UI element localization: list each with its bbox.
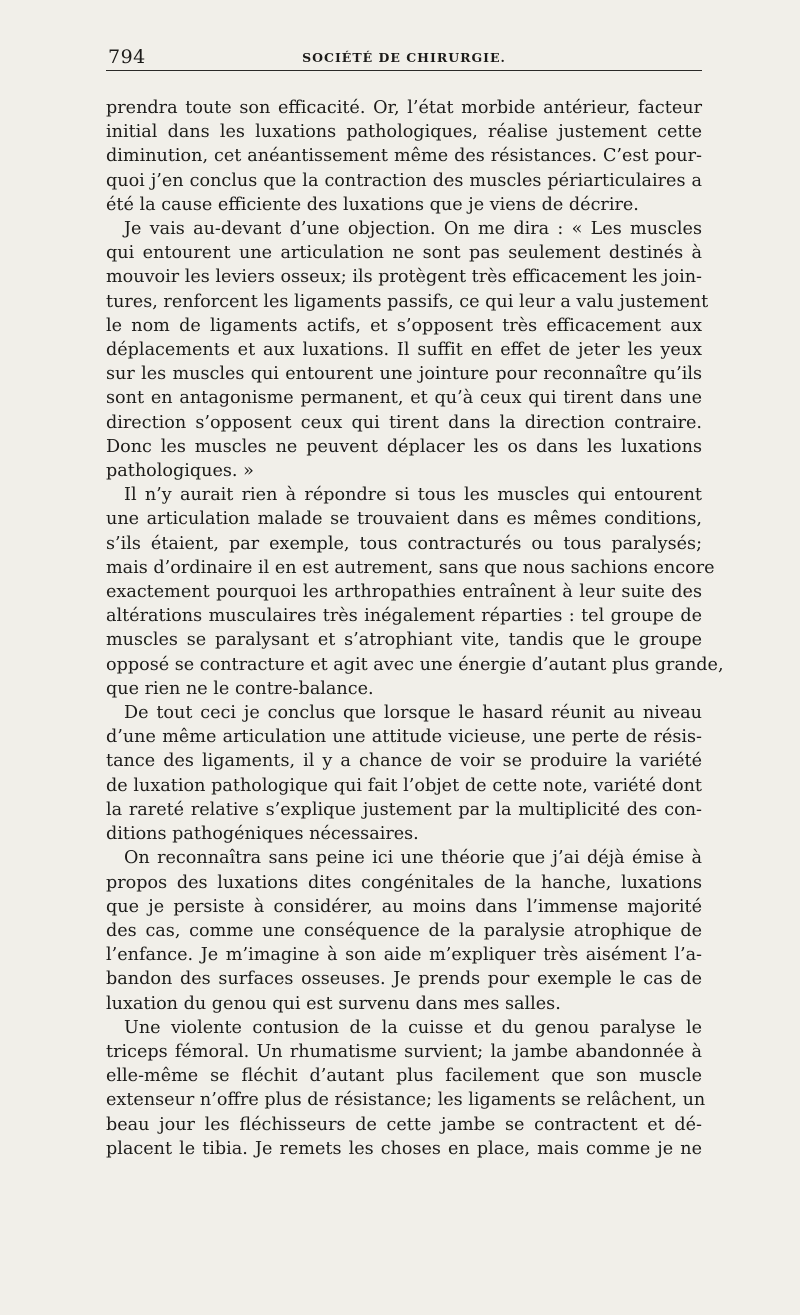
text-line: muscles se paralysant et s’atrophiant vite, tandis que le groupe xyxy=(106,630,702,651)
text-line: beau jour les fléchisseurs de cette jambe se contractent et dé- xyxy=(106,1114,702,1135)
text-line: altérations musculaires très inégalement réparties : tel groupe de xyxy=(106,606,702,627)
text-line: exactement pourquoi les arthropathies entraînent à leur suite des xyxy=(106,582,702,603)
text-line: déplacements et aux luxations. Il suffit en effet de jeter les yeux xyxy=(106,340,702,361)
text-line: propos des luxations dites congénitales de la hanche, luxations xyxy=(106,872,702,893)
text-line: sont en antagonisme permanent, et qu’à ceux qui tirent dans une xyxy=(106,388,702,409)
paragraph-1 xyxy=(106,96,702,217)
paragraph-5 xyxy=(106,846,702,1015)
text-line: mouvoir les leviers osseux; ils protègent très efficacement les join- xyxy=(106,267,702,288)
paragraph-3 xyxy=(106,483,724,701)
text-line: été la cause efficiente des luxations que je viens de décrire. xyxy=(106,194,639,215)
running-head: SOCIÉTÉ DE CHIRURGIE. xyxy=(302,50,506,65)
text-line: quoi j’en conclus que la contraction des muscles périarticulaires a xyxy=(106,170,702,191)
paragraph-6 xyxy=(106,1016,706,1161)
text-line: direction s’opposent ceux qui tirent dans la direction contraire. xyxy=(106,412,702,433)
text-line: mais d’ordinaire il en est autrement, sans que nous sachions encore xyxy=(106,557,715,578)
text-line: la rareté relative s’explique justement par la multiplicité des con- xyxy=(106,799,702,820)
text-line: Donc les muscles ne peuvent déplacer les os dans les luxations xyxy=(106,436,702,457)
text-line: initial dans les luxations pathologiques, réalise justement cette xyxy=(106,122,702,143)
text-line: s’ils étaient, par exemple, tous contracturés ou tous paralysés; xyxy=(106,533,702,554)
text-line: tures, renforcent les ligaments passifs, ce qui leur a valu justement xyxy=(106,291,709,312)
text-line: Une violente contusion de la cuisse et du genou paralyse le xyxy=(124,1017,702,1038)
text-line: prendra toute son efficacité. Or, l’état morbide antérieur, facteur xyxy=(106,98,702,118)
text-line: ditions pathogéniques nécessaires. xyxy=(106,824,419,845)
text-line: On reconnaîtra sans peine ici une théorie que j’ai déjà émise à xyxy=(124,848,702,869)
text-line: bandon des surfaces osseuses. Je prends pour exemple le cas de xyxy=(106,969,702,990)
text-line: qui entourent une articulation ne sont pas seulement destinés à xyxy=(106,243,702,264)
text-line: l’enfance. Je m’imagine à son aide m’expliquer très aisément l’a- xyxy=(106,945,702,966)
text-line: opposé se contracture et agit avec une énergie d’autant plus grande, xyxy=(106,654,724,675)
text-line: sur les muscles qui entourent une jointure pour reconnaître qu’ils xyxy=(106,364,702,385)
page-number: 794 xyxy=(108,46,146,68)
text-line: tance des ligaments, il y a chance de voir se produire la variété xyxy=(106,751,702,772)
text-line: placent le tibia. Je remets les choses en place, mais comme je ne xyxy=(106,1138,702,1159)
text-line: diminution, cet anéantissement même des résistances. C’est pour- xyxy=(106,146,702,167)
body-text xyxy=(106,96,724,1161)
text-line: une articulation malade se trouvaient dans es mêmes conditions, xyxy=(106,509,702,530)
text-line: luxation du genou qui est survenu dans mes salles. xyxy=(106,993,561,1014)
text-line: le nom de ligaments actifs, et s’opposent très efficacement aux xyxy=(106,315,702,336)
text-line: que rien ne le contre-balance. xyxy=(106,678,374,699)
page-header xyxy=(106,42,702,71)
paragraph-2 xyxy=(106,217,709,483)
paragraph-4 xyxy=(106,701,702,846)
text-line: elle-même se fléchit d’autant plus facilement que son muscle xyxy=(106,1066,702,1087)
text-line: extenseur n’offre plus de résistance; les ligaments se relâchent, un xyxy=(106,1090,706,1111)
text-line: que je persiste à considérer, au moins dans l’immense majorité xyxy=(106,896,702,917)
text-line: de luxation pathologique qui fait l’objet de cette note, variété dont xyxy=(106,775,702,796)
text-line: Je vais au-devant d’une objection. On me dira : « Les muscles xyxy=(124,219,702,240)
text-line: De tout ceci je conclus que lorsque le hasard réunit au niveau xyxy=(124,703,702,724)
text-line: triceps fémoral. Un rhumatisme survient; la jambe abandonnée à xyxy=(106,1041,702,1062)
text-line: des cas, comme une conséquence de la paralysie atrophique de xyxy=(106,920,702,941)
text-line: Il n’y aurait rien à répondre si tous les muscles qui entourent xyxy=(124,485,702,506)
text-line: pathologiques. » xyxy=(106,461,254,482)
text-line: d’une même articulation une attitude vicieuse, une perte de résis- xyxy=(106,727,702,748)
